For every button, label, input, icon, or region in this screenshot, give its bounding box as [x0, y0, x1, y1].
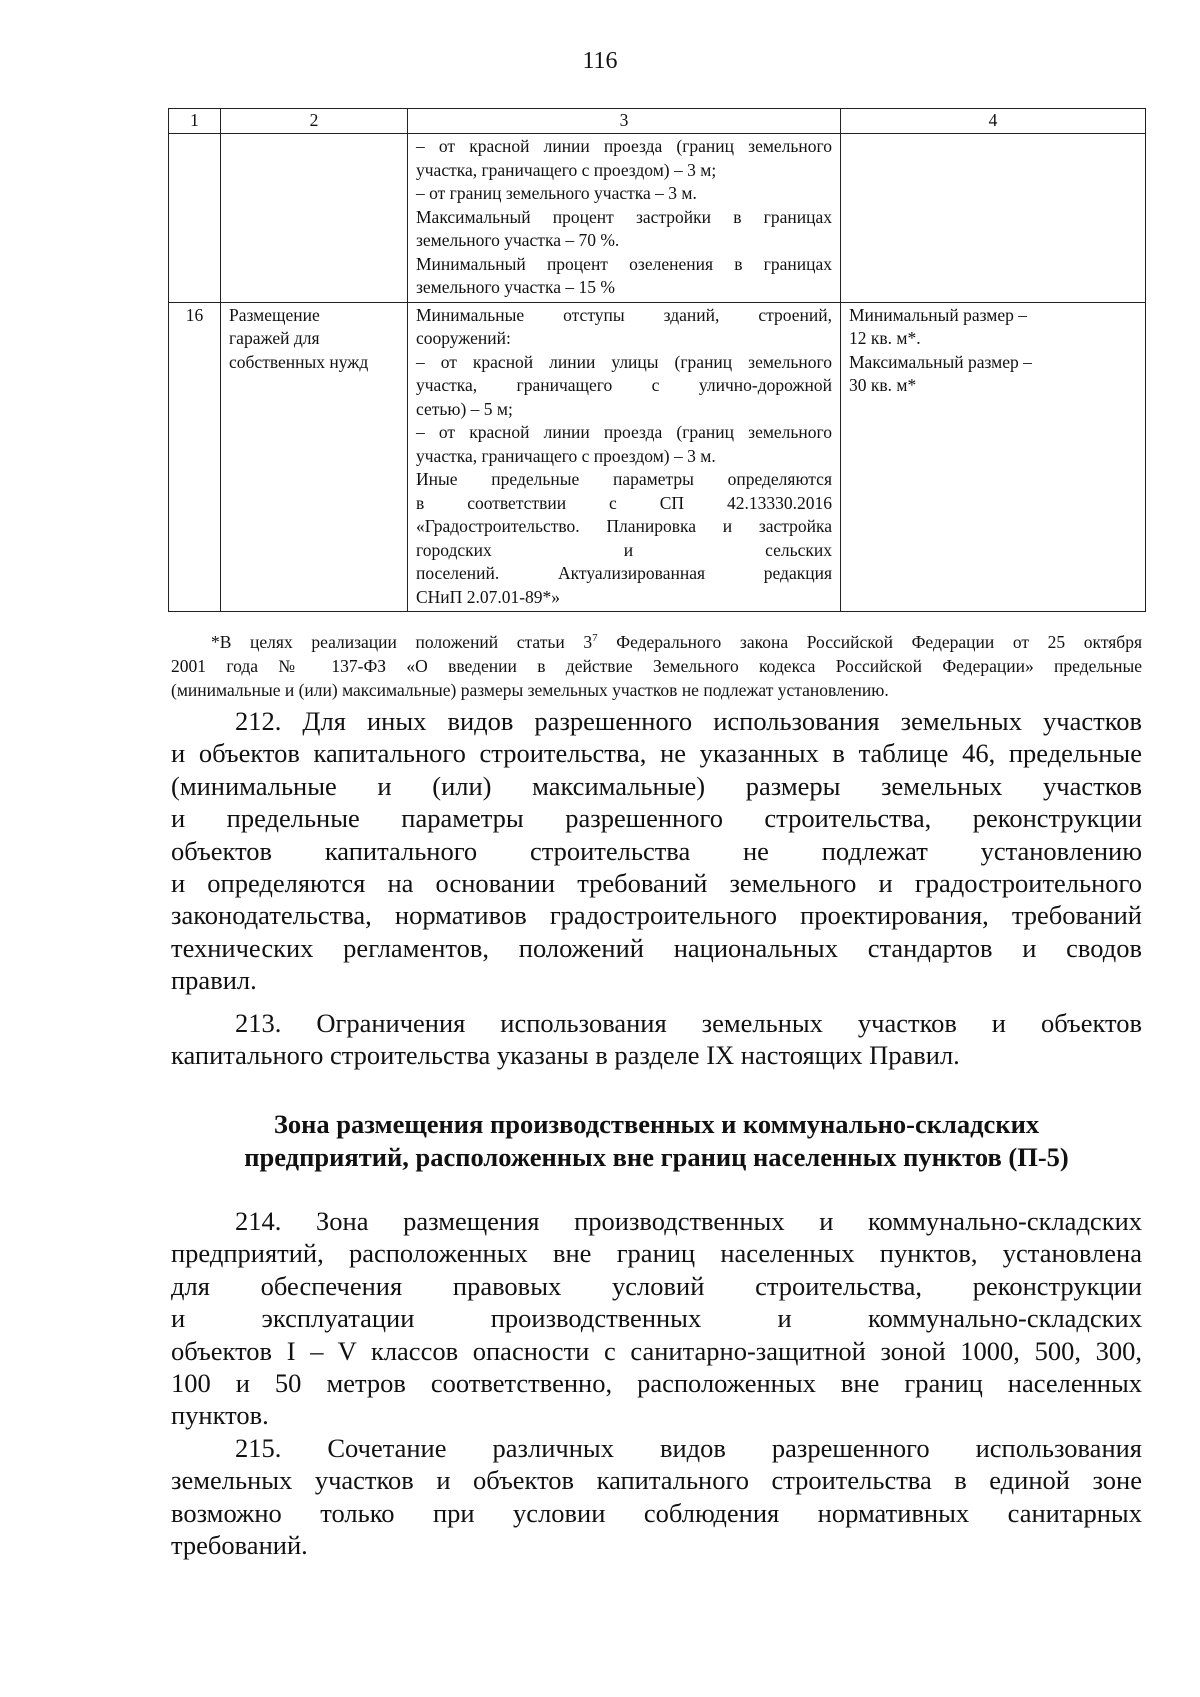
requirement-line: Минимальные отступы зданий, строений, [416, 304, 832, 325]
requirement-line: участка, граничащего с проездом) – 3 м; [416, 159, 717, 180]
paragraph-line: 214. Зона размещения производственных и коммунально-складских [235, 1206, 1142, 1236]
requirement-line: – от красной линии улицы (границ земельного [416, 351, 832, 372]
size-limit-line: 30 кв. м* [849, 375, 917, 395]
paragraph-213 [171, 1007, 1142, 1072]
paragraph-line: капитального строительства указаны в разделе IX настоящих Правил. [171, 1040, 960, 1071]
table-row-16 [169, 302, 1146, 612]
requirement-line: земельного участка – 70 %. [416, 230, 620, 250]
paragraph-line: пунктов. [171, 1400, 269, 1431]
paragraph-line: земельных участков и объектов капитального строительства в единой зоне [171, 1465, 1142, 1496]
header-col-3: 3 [408, 109, 841, 134]
size-limit-line: Максимальный размер – [849, 351, 1032, 372]
paragraph-215 [171, 1432, 1142, 1562]
heading-line: предприятий, расположенных вне границ населенных пунктов (П-5) [244, 1141, 1069, 1172]
use-type-line: собственных нужд [229, 351, 369, 372]
footnote-line: (минимальные и (или) максимальные) размеры земельных участков не подлежат установлению. [171, 680, 889, 700]
paragraph-line: и определяются на основании требований земельного и градостроительного [171, 868, 1142, 899]
size-limit-line: Минимальный размер – [849, 304, 1028, 325]
paragraph-line: 213. Ограничения использования земельных участков и объектов [235, 1008, 1142, 1038]
paragraph-line: предприятий, расположенных вне границ населенных пунктов, установлена [171, 1238, 1142, 1269]
use-type-line: Размещение [229, 304, 320, 325]
paragraph-line: 212. Для иных видов разрешенного использования земельных участков [235, 706, 1142, 736]
paragraph-line: правил. [171, 965, 257, 996]
cell-requirements [408, 302, 841, 612]
requirement-line: СНиП 2.07.01-89*» [416, 586, 561, 607]
paragraph-line: и эксплуатации производственных и коммунально-складских [171, 1303, 1142, 1334]
paragraph-line: объектов I – V классов опасности с санитарно-защитной зоной 1000, 500, 300, [171, 1335, 1142, 1366]
paragraph-line: и предельные параметры разрешенного строительства, реконструкции [171, 803, 1142, 834]
cell-use-type [221, 302, 408, 612]
requirement-line: «Градостроительство. Планировка и застройка [416, 516, 832, 536]
requirement-line: Минимальный процент озеленения в границах [416, 253, 832, 274]
cell-size-limits [841, 302, 1146, 612]
page-number: 116 [582, 48, 618, 74]
requirement-line: сетью) – 5 м; [416, 398, 513, 419]
requirement-line: – от красной линии проезда (границ земельного [416, 422, 832, 442]
paragraph-214 [171, 1205, 1142, 1432]
requirement-line: – от границ земельного участка – 3 м. [416, 183, 697, 203]
requirement-line: участка, граничащего с улично-дорожной [416, 375, 832, 395]
cell-requirements-continued [408, 134, 841, 303]
requirement-line: городских и сельских [416, 539, 832, 560]
zoning-parameters-table [168, 108, 1146, 612]
footnote-line: 2001 года № 137-ФЗ «О введении в действие Земельного кодекса Российской Федерации» предельные [171, 656, 1142, 676]
header-col-2: 2 [221, 109, 408, 134]
paragraph-line: возможно только при условии соблюдения нормативных санитарных [171, 1497, 1142, 1528]
footnote-superscript: 7 [592, 632, 598, 644]
paragraph-line: технических регламентов, положений национальных стандартов и сводов [171, 932, 1142, 963]
paragraph-line: для обеспечения правовых условий строительства, реконструкции [171, 1270, 1142, 1301]
paragraph-line: требований. [171, 1530, 308, 1561]
size-limit-line: 12 кв. м*. [849, 328, 921, 348]
requirement-line: поселений. Актуализированная редакция [416, 563, 832, 583]
row-number: 16 [169, 302, 221, 612]
paragraph-line: (минимальные и (или) максимальные) размеры земельных участков [171, 770, 1142, 801]
footnote [171, 630, 1142, 702]
requirement-line: Иные предельные параметры определяются [416, 469, 832, 489]
header-col-4: 4 [841, 109, 1146, 134]
requirement-line: в соответствии с СП 42.13330.2016 [416, 492, 832, 513]
requirement-line: Максимальный процент застройки в границах [416, 206, 832, 227]
paragraph-212 [171, 705, 1142, 997]
paragraph-line: 100 и 50 метров соответственно, расположенных вне границ населенных [171, 1368, 1142, 1399]
paragraph-line: 215. Сочетание различных видов разрешенного использования [235, 1433, 1142, 1463]
table-row-continuation [169, 134, 1146, 303]
header-col-1: 1 [169, 109, 221, 134]
cell-empty [841, 134, 1146, 303]
requirement-line: – от красной линии проезда (границ земельного [416, 136, 832, 156]
cell-empty [169, 134, 221, 303]
requirement-line: участка, граничащего с проездом) – 3 м. [416, 445, 716, 466]
cell-empty [221, 134, 408, 303]
table-header-row [169, 109, 1146, 134]
footnote-text-1a: *В целях реализации положений статьи 3 [211, 632, 593, 652]
use-type-line: гаражей для [229, 328, 320, 348]
paragraph-line: и объектов капитального строительства, не указанных в таблице 46, предельные [171, 738, 1142, 769]
requirement-line: земельного участка – 15 % [416, 277, 615, 297]
requirement-line: сооружений: [416, 328, 511, 348]
paragraph-line: объектов капитального строительства не подлежат установлению [171, 835, 1142, 866]
heading-line: Зона размещения производственных и коммунально-складских [273, 1109, 1040, 1139]
section-heading [171, 1108, 1142, 1173]
footnote-text-1b: Федерального закона Российской Федерации от 25 октября [597, 632, 1142, 652]
paragraph-line: законодательства, нормативов градостроительного проектирования, требований [171, 900, 1142, 931]
